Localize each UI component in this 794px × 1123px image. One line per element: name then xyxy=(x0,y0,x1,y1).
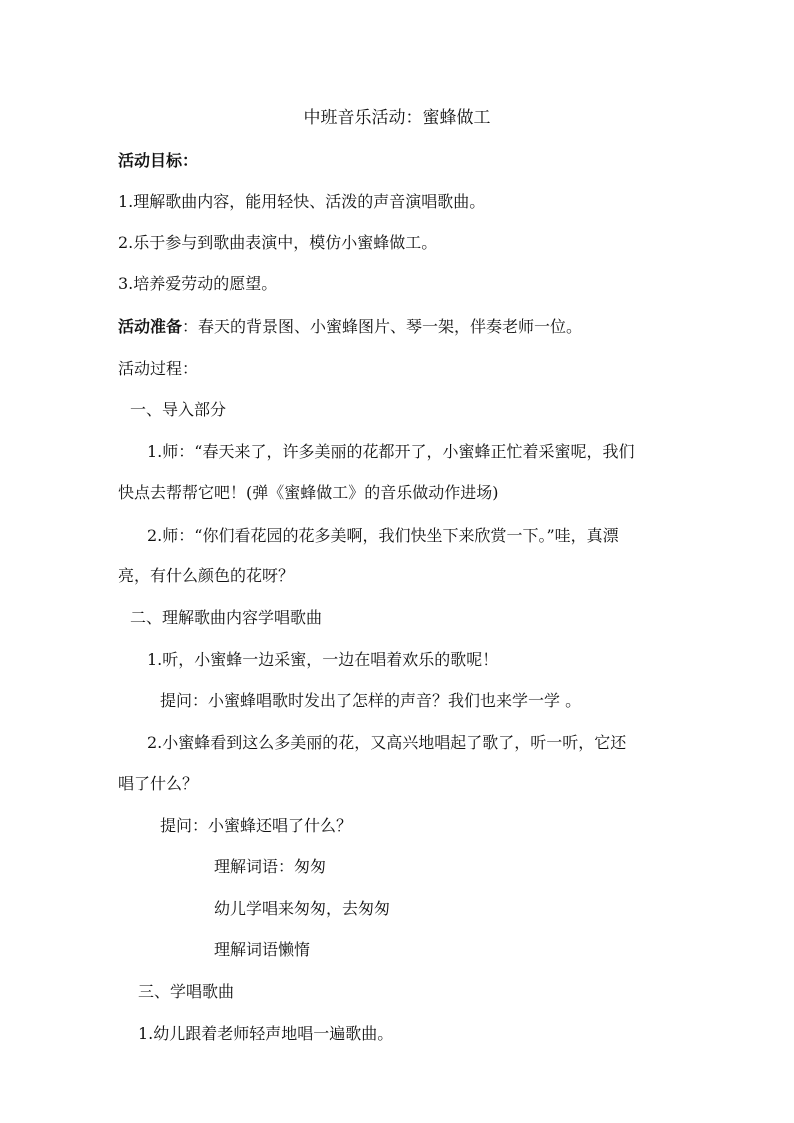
section1-p2-line1: 2.师：“你们看花园的花多美啊，我们快坐下来欣赏一下。”哇，真漂 xyxy=(147,526,619,545)
section2-p1: 1.听，小蜜蜂一边采蜜，一边在唱着欢乐的歌呢！ xyxy=(147,650,499,669)
section1-p1-line1: 1.师：“春天来了，许多美丽的花都开了，小蜜蜂正忙着采蜜呢，我们 xyxy=(147,442,635,461)
prep-text: ：春天的背景图、小蜜蜂图片、琴一架，伴奏老师一位。 xyxy=(182,317,583,336)
prep-paragraph xyxy=(118,317,582,337)
section1-heading: 一、导入部分 xyxy=(130,400,227,419)
section2-sub2: 幼儿学唱来匆匆，去匆匆 xyxy=(214,899,391,918)
page-title: 中班音乐活动：蜜蜂做工 xyxy=(303,108,491,128)
section1-p1-line2: 快点去帮帮它吧！(弹《蜜蜂做工》的音乐做动作进场) xyxy=(118,483,499,502)
section2-q1: 提问：小蜜蜂唱歌时发出了怎样的声音？我们也来学一学 。 xyxy=(160,691,582,710)
section2-p2-line2: 唱了什么？ xyxy=(118,774,199,793)
section2-sub3: 理解词语懒惰 xyxy=(214,940,311,959)
goal-item-2: 2.乐于参与到歌曲表演中，模仿小蜜蜂做工。 xyxy=(118,233,438,252)
section3-heading: 三、学唱歌曲 xyxy=(138,982,235,1001)
goal-item-3: 3.培养爱劳动的愿望。 xyxy=(118,274,278,293)
process-heading: 活动过程： xyxy=(118,359,199,378)
section2-sub1: 理解词语：匆匆 xyxy=(214,857,327,876)
section2-p2-line1: 2.小蜜蜂看到这么多美丽的花，又高兴地唱起了歌了，听一听，它还 xyxy=(147,733,627,752)
goal-item-1: 1.理解歌曲内容，能用轻快、活泼的声音演唱歌曲。 xyxy=(118,192,486,211)
section1-p2-line2: 亮，有什么颜色的花呀？ xyxy=(118,566,295,585)
prep-label: 活动准备 xyxy=(118,317,183,336)
section2-heading: 二、理解歌曲内容学唱歌曲 xyxy=(130,608,323,627)
section2-q2: 提问：小蜜蜂还唱了什么？ xyxy=(160,816,353,835)
goals-heading: 活动目标： xyxy=(118,151,199,170)
section3-p1: 1.幼儿跟着老师轻声地唱一遍歌曲。 xyxy=(138,1024,394,1043)
